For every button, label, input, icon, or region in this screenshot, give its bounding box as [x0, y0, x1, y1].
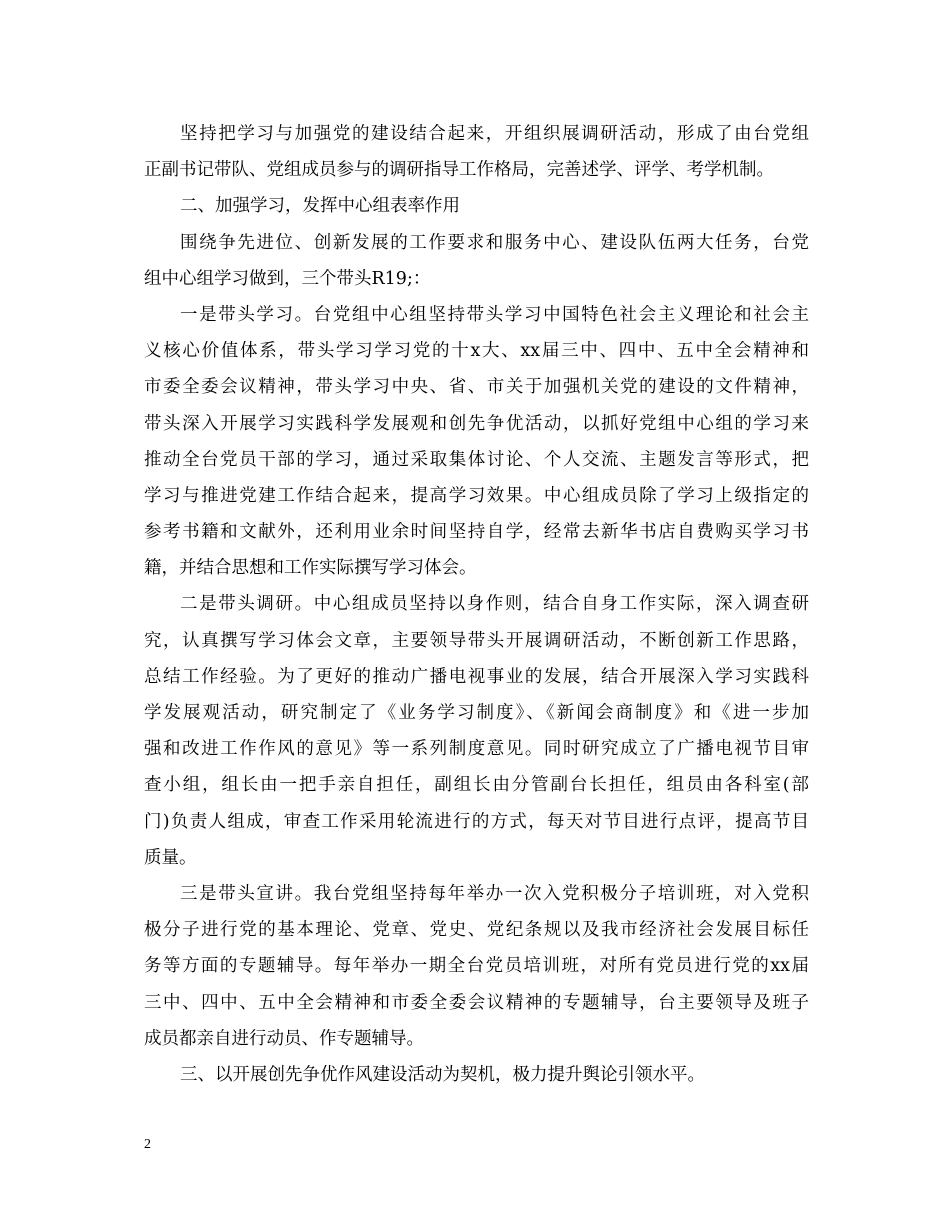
- page-number: 2: [144, 1137, 151, 1152]
- text-line: 三是带头宣讲。我台党组坚持每年举办一次入党积极分子培训班，对入党积: [180, 883, 809, 904]
- text-line: 务等方面的专题辅导。每年举办一期全台党员培训班，对所有党员进行党的xx届: [144, 956, 809, 977]
- text-line: 围绕争先进位、创新发展的工作要求和服务中心、建设队伍两大任务，台党: [180, 232, 809, 253]
- text-line: 门)负责人组成，审查工作采用轮流进行的方式，每天对节目进行点评，提高节目: [144, 811, 809, 832]
- text-line: 学发展观活动，研究制定了《业务学习制度》、《新闻会商制度》和《进一步加: [144, 703, 809, 723]
- text-line: 一是带头学习。台党组中心组坚持带头学习中国特色社会主义理论和社会主: [180, 304, 809, 325]
- text-line: 带头深入开展学习实践科学发展观和创先争优活动，以抓好党组中心组的学习来: [144, 413, 809, 434]
- text-line: 籍，并结合思想和工作实际撰写学习体会。: [144, 558, 477, 579]
- text-line: 推动全台党员干部的学习，通过采取集体讨论、个人交流、主题发言等形式，把: [144, 449, 809, 470]
- text-line: 强和改进工作作风的意见》等一系列制度意见。同时研究成立了广播电视节目审: [144, 739, 809, 760]
- text-line: 义核心价值体系，带头学习学习党的十x大、xx届三中、四中、五中全会精神和: [144, 341, 809, 362]
- text-line: 二是带头调研。中心组成员坚持以身作则，结合自身工作实际，深入调查研: [180, 594, 809, 615]
- body-text: [144, 116, 809, 1093]
- text-line: 参考书籍和文献外，还利用业余时间坚持自学，经常去新华书店自费购买学习书: [144, 522, 809, 543]
- section-heading: 三、以开展创先争优作风建设活动为契机，极力提升舆论引领水平。: [180, 1064, 705, 1085]
- section-heading: 二、加强学习，发挥中心组表率作用: [180, 196, 460, 217]
- text-line: 极分子进行党的基本理论、党章、党史、党纪条规以及我市经济社会发展目标任: [144, 920, 809, 941]
- text-line: 究，认真撰写学习体会文章，主要领导带头开展调研活动，不断创新工作思路，: [144, 630, 809, 651]
- text-line: 组中心组学习做到，三个带头R19;：: [144, 268, 431, 289]
- text-line: 三中、四中、五中全会精神和市委全委会议精神的专题辅导，台主要领导及班子: [144, 992, 809, 1013]
- text-line: 学习与推进党建工作结合起来，提高学习效果。中心组成员除了学习上级指定的: [144, 485, 809, 506]
- text-line: 总结工作经验。为了更好的推动广播电视事业的发展，结合开展深入学习实践科: [144, 666, 809, 687]
- text-line: 坚持把学习与加强党的建设结合起来，开组织展调研活动，形成了由台党组: [180, 124, 809, 144]
- text-line: 成员都亲自进行动员、作专题辅导。: [144, 1028, 424, 1049]
- text-line: 市委全委会议精神，带头学习中央、省、市关于加强机关党的建设的文件精神，: [144, 377, 809, 398]
- text-line: 质量。: [144, 847, 197, 868]
- text-line: 正副书记带队、党组成员参与的调研指导工作格局，完善述学、评学、考学机制。: [144, 160, 774, 181]
- text-line: 查小组，组长由一把手亲自担任，副组长由分管副台长担任，组员由各科室(部: [144, 775, 809, 796]
